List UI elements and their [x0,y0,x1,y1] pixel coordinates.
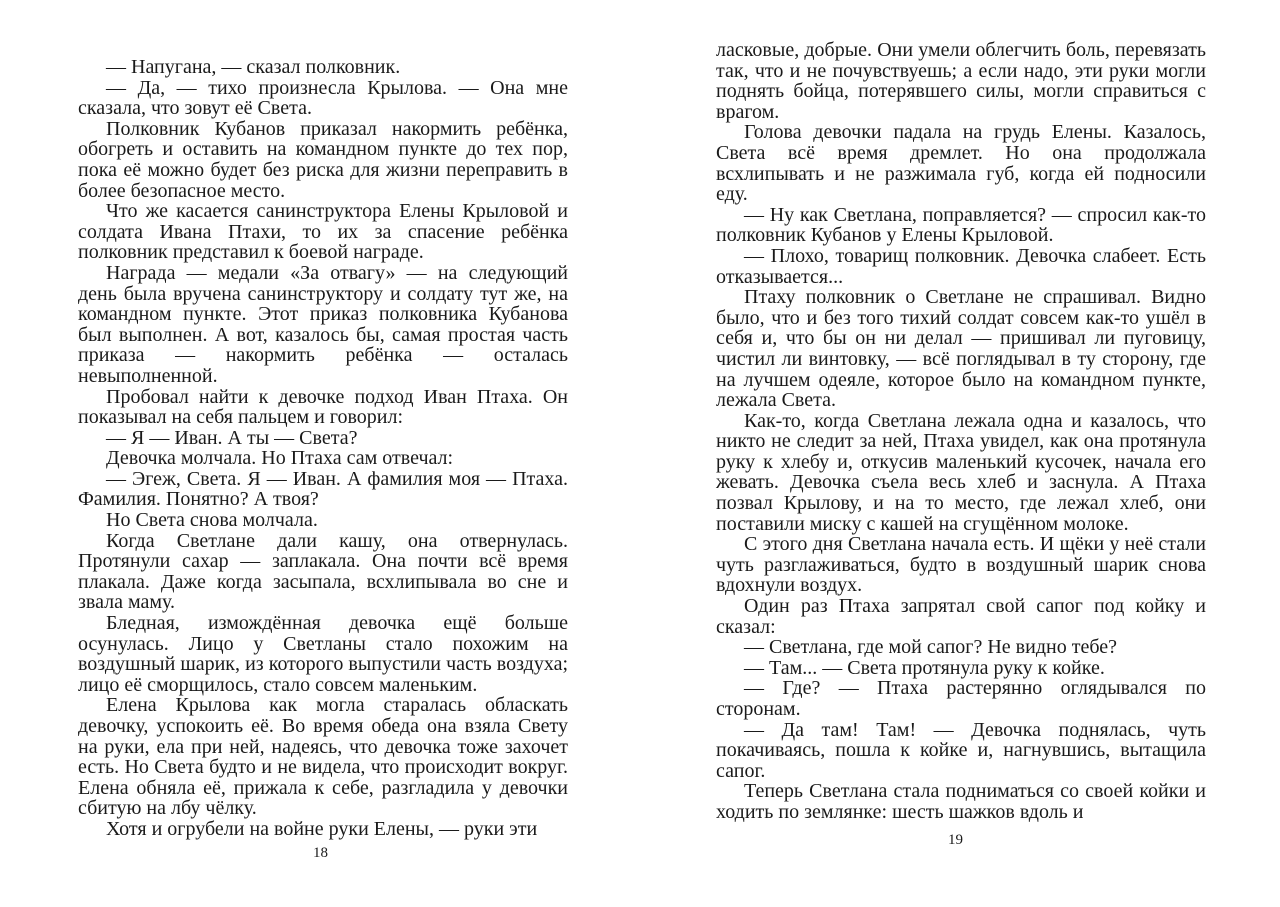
paragraph: — Эгеж, Света. Я — Иван. А фамилия моя — Птаха. Фамилия. Понятно? А твоя? [78,467,568,511]
paragraph: — Ну как Светлана, поправляется? — спросил как-то полковник Кубанов у Елены Крыловой. [716,203,1206,247]
paragraph: Хотя и огрубели на войне руки Елены, — руки эти [106,817,538,840]
paragraph: Награда — медали «За отвагу» — на следующий день была вручена санинструктору и солдату тут же, на командном пункте. Этот приказ полковника Кубанова был выполнен. А вот, казалось бы, самая простая часть приказа — накормить ребёнка — осталась невыполненной. [78,261,568,387]
paragraph: — Светлана, где мой сапог? Не видно тебе? [744,636,1117,659]
paragraph: — Да там! Там! — Девочка поднялась, чуть покачиваясь, пошла к койке и, нагнувшись, вытащила сапог. [716,718,1206,782]
paragraph: Один раз Птаха запрятал свой сапог под койку и сказал: [716,595,1206,638]
paragraph: Полковник Кубанов приказал накормить ребёнка, обогреть и оставить на командном пункте до тех пор, пока её можно будет без риска для жизни переправить в более безопасное место. [78,117,568,202]
paragraph: Пробовал найти к девочке подход Иван Птаха. Он показывал на себя пальцем и говорил: [78,385,568,429]
paragraph: Девочка молчала. Но Птаха сам отвечал: [106,447,454,470]
paragraph: — Там... — Света протянула руку к койке. [744,656,1105,679]
paragraph: С этого дня Светлана начала есть. И щёки у неё стали чуть разглаживаться, будто в воздушный шарик снова вдохнули воздух. [716,533,1206,597]
paragraph: Бледная, измождённая девочка ещё больше осунулась. Лицо у Светланы стало похожим на воздушный шарик, из которого выпустили часть воздуха; лицо её сморщилось, стало совсем маленьким. [78,612,568,696]
paragraph: ласковые, добрые. Они умели облегчить боль, перевязать так, что и не почувствуешь; а если надо, эти руки могли поднять бойца, потерявшего силы, могли справиться с врагом. [716,39,1206,123]
paragraph: Когда Светлане дали кашу, она отвернулась. Протянули сахар — заплакала. Она почти всё время плакала. Даже когда засыпала, всхлипывала во сне и звала маму. [78,529,568,614]
paragraph: Как-то, когда Светлана лежала одна и казалось, что никто не следит за ней, Птаха увидел, как она протянула руку к хлебу и, откусив маленький кусочек, начала его жевать. Девочка съела весь хлеб и заснула. А Птаха позвал Крылову, и на то место, где лежал хлеб, они поставили миску с кашей на сгущённом молоке. [716,409,1206,535]
paragraph: Голова девочки падала на грудь Елены. Казалось, Света всё время дремлет. Но она продолжала всхлипывать и не разжимала губ, когда ей подносили еду. [716,121,1206,206]
paragraph: — Плохо, товарищ полковник. Девочка слабеет. Есть отказывается... [716,244,1206,288]
page-number-left: 18 [313,845,328,861]
paragraph: Елена Крылова как могла старалась обласкать девочку, успокоить её. Во время обеда она взяла Свету на руки, ела при ней, надеясь, что девочка тоже захочет есть. Но Света будто и не видела, что происходит вокруг. Елена обняла её, прижала к себе, разгладила у девочки сбитую на лбу чёлку. [78,694,568,820]
paragraph: Теперь Светлана стала подниматься со своей койки и ходить по землянке: шесть шажков вдоль и [716,780,1206,823]
paragraph: — Да, — тихо произнесла Крылова. — Она мне сказала, что зовут её Света. [78,76,568,120]
paragraph: Но Света снова молчала. [106,509,318,532]
paragraph: — Напугана, — сказал полковник. [106,56,401,78]
right-page [716,40,1206,823]
paragraph: — Где? — Птаха растерянно оглядывался по сторонам. [716,677,1206,720]
paragraph: Птаху полковник о Светлане не спрашивал. Видно было, что и без того тихий солдат совсем как-то ушёл в себя и, что бы он ни делал — пришивал ли пуговицу, чистил ли винтовку, — всё поглядывал в ту сторону, где на лучшем одеяле, которое было на командном пункте, лежала Света. [716,286,1206,412]
left-page [78,57,568,840]
page-number-right: 19 [948,832,963,848]
paragraph: Что же касается санинструктора Елены Крыловой и солдата Ивана Птахи, то их за спасение ребёнка полковник представил к боевой награде. [78,200,568,264]
paragraph: — Я — Иван. А ты — Света? [106,426,358,449]
